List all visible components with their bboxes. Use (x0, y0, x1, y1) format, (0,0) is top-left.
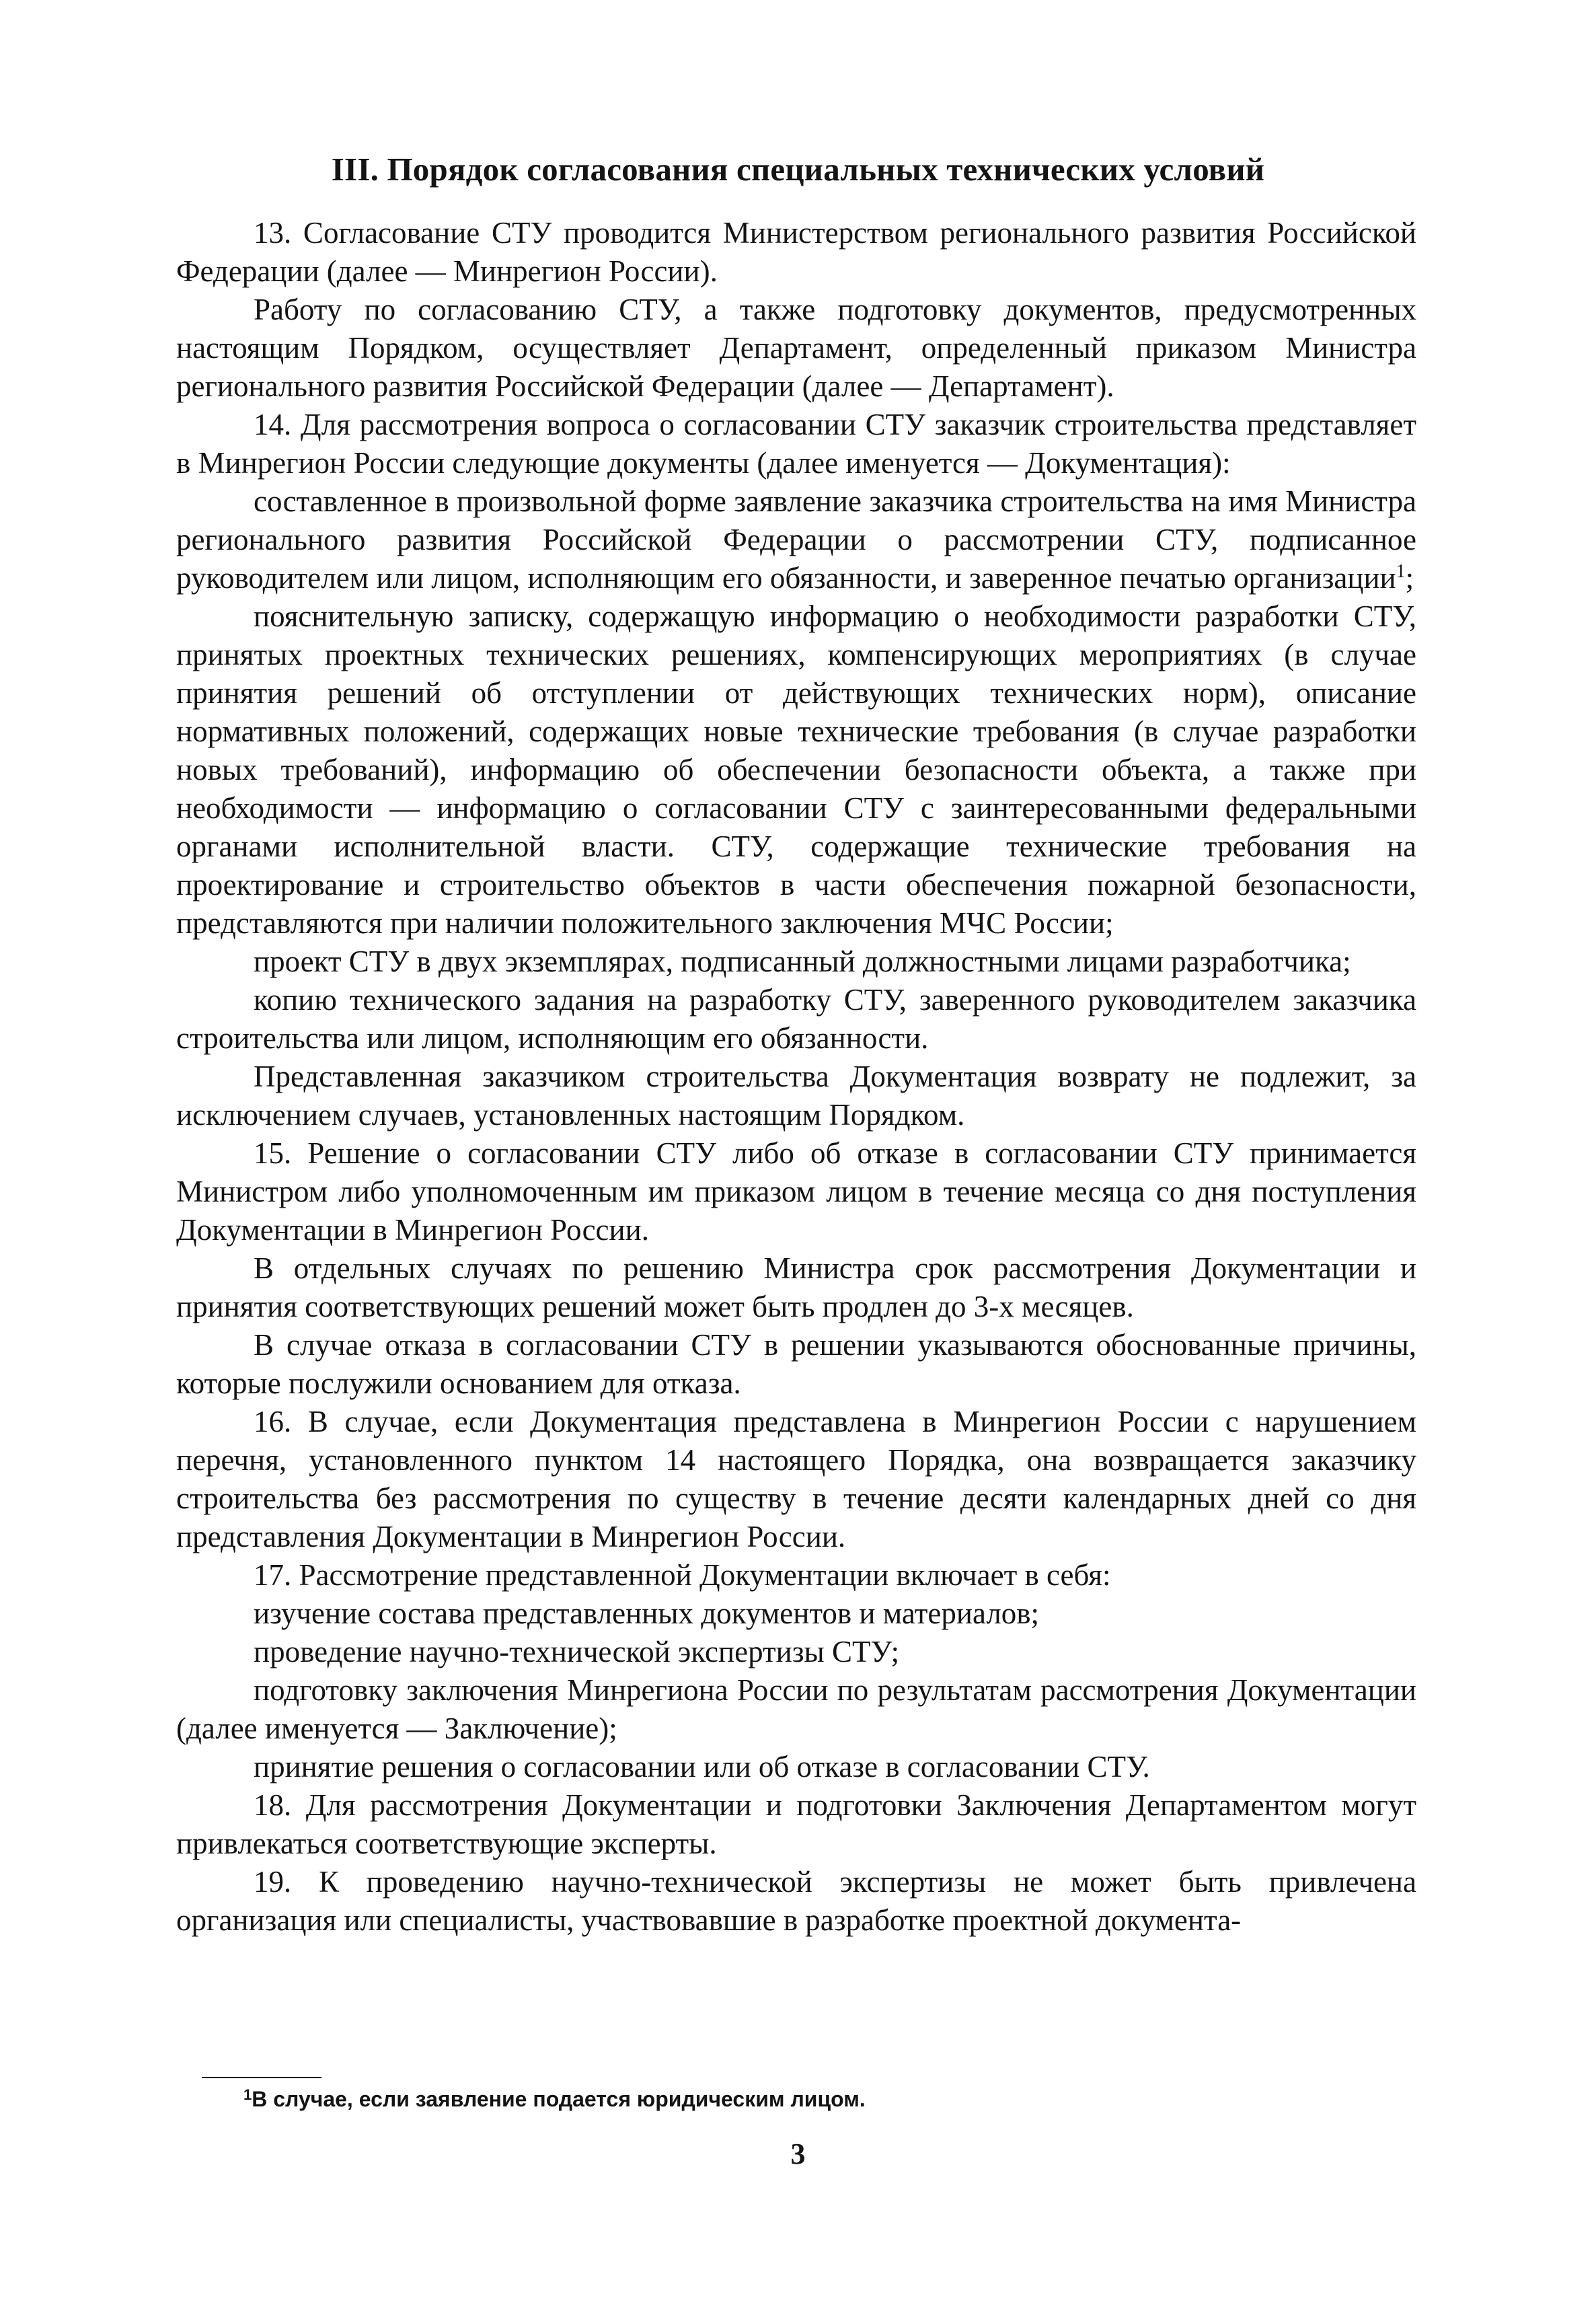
list-item-explanatory-note: пояснительную записку, содержащую информацию о необходимости разработки СТУ, принятых проектных технических решениях, компенсирующих мероприятиях (в случае принятия решений об отступлении от действующих технических норм), описание нормативных положений, содержащих новые технические требования (в случае разработки новых требований), информацию об обеспечении безопасности объекта, а также при необходимости — информацию о согласовании СТУ с заинтересованными федеральными органами исполнительной власти. СТУ, содержащие технические требования на проектирование и строительство объектов в части обеспечения пожарной безопасности, представляются при наличии положительного заключения МЧС России; (176, 599, 1416, 940)
paragraph-14: 14. Для рассмотрения вопроса о согласовании СТУ заказчик строительства представляет в Минрегион России следующие документы (далее именуется — Документация): (176, 408, 1416, 480)
paragraph-refusal: В случае отказа в согласовании СТУ в решении указываются обоснованные причины, которые послужили основанием для отказа. (176, 1328, 1416, 1400)
footnote-text: В случае, если заявление подается юридическим лицом. (252, 2087, 866, 2111)
footnote (243, 2086, 866, 2113)
list-item-expertise: проведение научно-технической экспертизы СТУ; (254, 1635, 900, 1668)
document-body (176, 214, 1416, 1940)
list-item-draft-stu: проект СТУ в двух экземплярах, подписанный должностными лицами разработчика; (254, 945, 1351, 978)
paragraph-13: 13. Согласование СТУ проводится Министерством регионального развития Российской Федерации (далее — Минрегион России). (176, 216, 1416, 288)
paragraph-no-return: Представленная заказчиком строительства Документация возврату не подлежит, за исключением случаев, установленных настоящим Порядком. (176, 1060, 1416, 1132)
list-item-application-text: составленное в произвольной форме заявление заказчика строительства на имя Министра регионального развития Российской Федерации о рассмотрении СТУ, подписанное руководителем или лицом, исполняющим его обязанности, и заверенное печатью организации (176, 484, 1416, 595)
list-item-conclusion: подготовку заключения Минрегиона России по результатам рассмотрения Документации (далее именуется — Заключение); (176, 1673, 1416, 1745)
paragraph-17: 17. Рассмотрение представленной Документации включает в себя: (254, 1558, 1111, 1592)
list-item-study: изучение состава представленных документов и материалов; (254, 1596, 1040, 1630)
paragraph-department: Работу по согласованию СТУ, а также подготовку документов, предусмотренных настоящим Порядком, осуществляет Департамент, определенный приказом Министра регионального развития Российской Федерации (далее — Департамент). (176, 293, 1416, 403)
list-item-application-suffix: ; (1405, 561, 1414, 595)
list-item-application (176, 482, 1416, 597)
footnote-marker: 1 (243, 2086, 252, 2103)
paragraph-18: 18. Для рассмотрения Документации и подготовки Заключения Департаментом могут привлекаться соответствующие эксперты. (176, 1788, 1416, 1860)
paragraph-15: 15. Решение о согласовании СТУ либо об отказе в согласовании СТУ принимается Министром либо уполномоченным им приказом лицом в течение месяца со дня поступления Документации в Минрегион России. (176, 1136, 1416, 1247)
page-number: 3 (790, 2137, 806, 2170)
footnote-reference: 1 (1396, 561, 1406, 582)
paragraph-16: 16. В случае, если Документация представлена в Минрегион России с нарушением перечня, установленного пунктом 14 настоящего Порядка, она возвращается заказчику строительства без рассмотрения по существу в течение десяти календарных дней со дня представления Документации в Минрегион России. (176, 1405, 1416, 1553)
footnote-divider (202, 2077, 321, 2078)
list-item-decision: принятие решения о согласовании или об отказе в согласовании СТУ. (254, 1750, 1150, 1784)
paragraph-extension: В отдельных случаях по решению Министра срок рассмотрения Документации и принятия соответствующих решений может быть продлен до 3-х месяцев. (176, 1251, 1416, 1323)
paragraph-19: 19. К проведению научно-технической экспертизы не может быть привлечена организация или специалисты, участвовавшие в разработке проектной документа- (176, 1865, 1416, 1937)
section-heading: III. Порядок согласования специальных технических условий (331, 151, 1265, 188)
list-item-technical-task: копию технического задания на разработку СТУ, заверенного руководителем заказчика строительства или лицом, исполняющим его обязанности. (176, 983, 1416, 1055)
